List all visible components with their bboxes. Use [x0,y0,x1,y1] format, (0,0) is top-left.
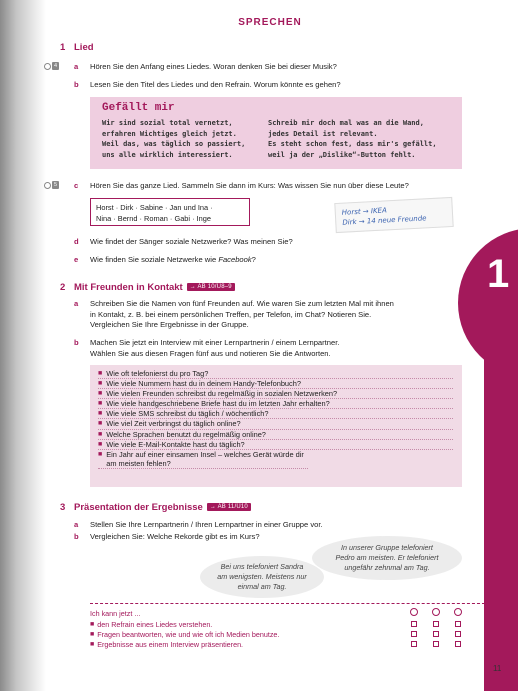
task-letter: a [74,299,79,308]
bubble-line: ungefähr zehnmal am Tag. [344,563,430,572]
task-text-emphasis: Facebook [218,255,252,264]
book-spine-shadow [0,0,46,691]
checklist-item-text: Ergebnisse aus einem Interview präsentieren. [97,640,244,649]
happy-face-icon [410,608,418,616]
task-line: Vergleichen Sie Ihre Ergebnisse in der Gruppe. [90,320,249,329]
question-item [98,409,453,419]
neutral-face-icon [432,608,440,616]
task-line: Wählen Sie aus diesen Fragen fünf aus und notieren Sie die Antworten. [90,348,331,358]
bullet-icon: ■ [90,621,95,629]
task-letter: c [74,181,79,190]
audio-track-5[interactable] [44,181,59,189]
audio-track-4[interactable] [44,62,59,70]
rating-checkbox[interactable] [411,621,417,627]
lyric-line: Weil das, was täglich so passiert, [102,140,246,148]
question-item [98,399,453,409]
question-item [98,450,308,469]
section-title-text: Präsentation der Ergebnisse [74,502,203,513]
bullet-icon: ■ [98,450,103,458]
task-3b: Vergleichen Sie: Welche Rekorde gibt es im Kurs? [90,532,260,541]
sad-face-icon [454,608,462,616]
question-text: Wie viele SMS schreibst du täglich / wöchentlich? [106,409,269,419]
lyrics-left-column [102,118,245,160]
rating-checkbox[interactable] [455,641,461,647]
task-letter: b [74,80,79,89]
question-text: Wie vielen Freunden schreibst du regelmäßig in sozialen Netzwerken? [106,389,338,399]
bullet-icon: ■ [90,631,95,639]
lyric-line: Schreib mir doch mal was an die Wand, [268,119,424,127]
task-2b [90,338,478,359]
bubble-line: In unserer Gruppe telefoniert [341,543,433,552]
bubble-line: am wenigsten. Meistens nur [217,572,307,581]
bubble-line: Pedro am meisten. Er telefoniert [335,553,439,562]
side-color-bar [484,350,518,691]
task-text: Wie finden Sie soziale Netzwerke wie [90,255,219,264]
rating-checkbox[interactable] [455,621,461,627]
rating-checkbox[interactable] [411,631,417,637]
task-letter: b [74,338,79,347]
task-1d: Wie findet der Sänger soziale Netzwerke? Was meinen Sie? [90,237,293,246]
task-1b: Lesen Sie den Titel des Liedes und den Refrain. Worum könnte es gehen? [90,80,341,89]
lyrics-right-column [268,118,437,160]
question-item [98,369,453,379]
song-title: Gefällt mir [102,102,175,114]
task-line: Schreiben Sie die Namen von fünf Freunden auf. Wie waren Sie zum letzten Mal mit ihnen [90,299,394,308]
lyrics-box [90,97,462,169]
task-letter: e [74,255,79,264]
question-text: Wie viel Zeit verbringst du täglich online? [106,419,241,429]
bullet-icon: ■ [90,641,95,649]
section-3-title [74,502,251,515]
section-3-number: 3 [60,502,66,513]
note-line: Dirk → 14 neue Freunde [342,214,427,227]
bullet-icon: ■ [98,380,103,388]
bullet-icon: ■ [98,420,103,428]
task-2a [90,299,478,331]
checklist-item [90,640,243,650]
speech-bubble-left [200,556,324,598]
task-letter: a [74,520,79,529]
bubble-line: einmal am Tag. [237,582,287,591]
task-line: Machen Sie jetzt ein Interview mit einer Lernpartnerin / einem Lernpartner. [90,338,340,347]
checklist-item-text: Fragen beantworten, wie und wie oft ich Medien benutze. [97,630,280,639]
handwritten-note [334,197,453,233]
section-1-title: Lied [74,42,94,53]
checklist-item [90,620,212,630]
bullet-icon: ■ [98,410,103,418]
lyric-line: jedes Detail ist relevant. [268,129,378,138]
task-1c: Hören Sie das ganze Lied. Sammeln Sie dann im Kurs: Was wissen Sie nun über diese Leute? [90,181,409,190]
cd-icon [44,182,51,189]
question-item [98,440,453,450]
rating-checkbox[interactable] [433,641,439,647]
checklist-item-text: den Refrain eines Liedes verstehen. [97,620,213,629]
lyric-line: Es steht schon fest, dass mir's gefällt, [268,140,437,148]
names-line: Nina · Bernd · Roman · Gabi · Inge [96,214,212,223]
task-text: ? [251,255,256,264]
question-item [98,430,453,440]
rating-row [411,631,461,637]
question-text: Wie viele Nummern hast du in deinem Handy-Telefonbuch? [106,379,301,389]
task-line: in Kontakt, z. B. bei einem persönlichen Treffen, per Telefon, im Chat? Notieren Sie. [90,309,372,319]
task-letter: a [74,62,79,71]
page-number: 11 [493,664,502,673]
bullet-icon: ■ [98,400,103,408]
task-letter: d [74,237,79,246]
bullet-icon: ■ [98,390,103,398]
checklist-title: Ich kann jetzt ... [90,609,141,618]
question-text: Welche Sprachen benutzt du regelmäßig online? [106,429,266,439]
lyric-line: Wir sind sozial total vernetzt, [102,119,233,127]
question-item [98,389,453,399]
section-2-title [74,282,235,295]
names-line: Horst · Dirk · Sabine · Jan und Ina · [96,203,213,212]
track-number: 5 [54,182,58,188]
task-1e [90,255,478,265]
lyric-line: uns alle wirklich interessiert. [102,150,233,159]
question-item [98,419,453,429]
task-letter: b [74,532,79,541]
section-2-number: 2 [60,282,66,293]
section-1-number: 1 [60,42,66,53]
rating-checkbox[interactable] [411,641,417,647]
question-item [98,379,453,389]
task-3a: Stellen Sie Ihre Lernpartnerin / Ihren Lernpartner in einer Gruppe vor. [90,520,323,529]
cd-icon [44,63,51,70]
interview-questions-box [90,365,462,487]
workbook-reference-badge: → AB 10/Ü8–9 [187,283,235,291]
rating-checkbox[interactable] [433,621,439,627]
speech-bubble-right [312,536,462,580]
lyric-line: erfahren Wichtiges gleich jetzt. [102,129,237,138]
track-number: 4 [54,63,58,69]
bullet-icon: ■ [98,370,103,377]
bubble-line: Bei uns telefoniert Sandra [220,562,304,571]
section-title-text: Mit Freunden in Kontakt [74,282,183,293]
bullet-icon: ■ [98,430,103,438]
task-1a: Hören Sie den Anfang eines Liedes. Woran denken Sie bei dieser Musik? [90,62,337,71]
rating-row [411,621,461,627]
checklist-item [90,630,279,640]
rating-checkbox[interactable] [455,631,461,637]
question-text: Ein Jahr auf einer einsamen Insel – welches Gerät würde dir am meisten fehlen? [106,449,304,468]
self-assessment-checklist [90,603,485,653]
rating-row [411,641,461,647]
page-heading: SPRECHEN [238,17,302,28]
question-text: Wie viele handgeschriebene Briefe hast du im letzten Jahr erhalten? [106,399,330,409]
note-line: Horst → IKEA [341,206,387,217]
chapter-number: 1 [487,252,510,296]
workbook-reference-badge: → AB 11/Ü10 [207,503,251,511]
names-box [90,198,250,226]
question-text: Wie oft telefonierst du pro Tag? [106,369,209,378]
rating-smileys [410,608,462,616]
lyric-line: weil ja der „Dislike“-Button fehlt. [268,150,416,159]
bullet-icon: ■ [98,440,103,448]
rating-checkbox[interactable] [433,631,439,637]
question-text: Wie viele E-Mail-Kontakte hast du täglich? [106,439,245,449]
